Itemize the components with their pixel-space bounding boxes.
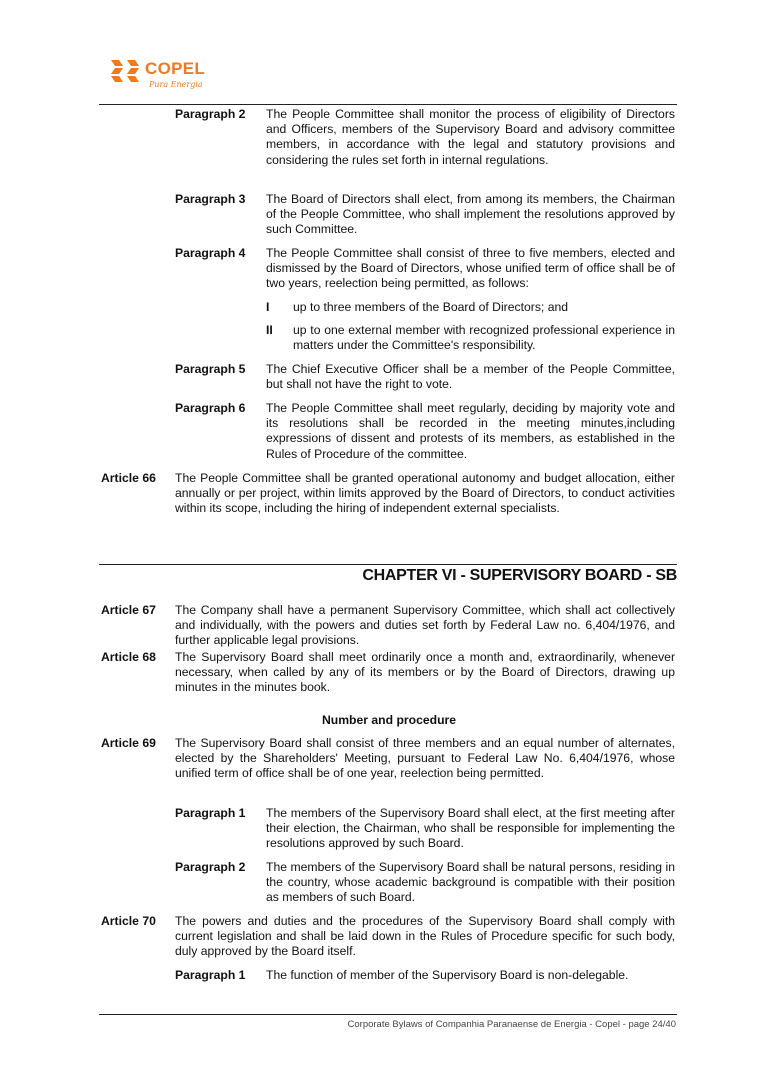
paragraph-6-label: Paragraph 6: [175, 401, 246, 415]
chapter-rule: [99, 564, 677, 565]
paragraph-4-label: Paragraph 4: [175, 246, 246, 260]
article-70-text: The powers and duties and the procedures of the Supervisory Board shall comply with current legislation and shall be laid down in the Rules of Procedure specific for such body, duly approved by the Board itself.: [175, 914, 675, 959]
section-subheading: Number and procedure: [321, 713, 457, 727]
article-69-paragraph-2-text: The members of the Supervisory Board shall be natural persons, residing in the country, whose academic background is compatible with their position as members of such Board.: [266, 860, 675, 905]
article-68-text: The Supervisory Board shall meet ordinarily once a month and, extraordinarily, whenever necessary, when called by any of its members or by the Board of Directors, drawing up minutes in the minutes book.: [175, 650, 675, 695]
item-ii-text: up to one external member with recognized professional experience in matters under the Committee's responsibility.: [293, 323, 675, 353]
article-66-label: Article 66: [101, 471, 156, 485]
article-70-paragraph-1-text: The function of member of the Supervisory Board is non-delegable.: [266, 968, 629, 982]
article-67-text: The Company shall have a permanent Supervisory Committee, which shall act collectively and individually, with the powers and duties set forth by Federal Law no. 6,404/1976, and further applicable legal provisions.: [175, 603, 675, 648]
footer-rule: [99, 1014, 677, 1015]
paragraph-6-text: The People Committee shall meet regularly, deciding by majority vote and its resolutions shall be recorded in the meeting minutes,including expressions of dissent and protests of its members, as established in the Rules of Procedure of the committee.: [266, 401, 675, 461]
article-68-label: Article 68: [101, 650, 156, 664]
article-70-label: Article 70: [101, 914, 156, 928]
item-i-text: up to three members of the Board of Directors; and: [293, 300, 569, 314]
logo-tagline: Pura Energia: [149, 80, 203, 89]
paragraph-5-label: Paragraph 5: [175, 362, 246, 376]
paragraph-2-label: Paragraph 2: [175, 107, 246, 121]
chapter-title: CHAPTER VI - SUPERVISORY BOARD - SB: [362, 567, 677, 584]
article-67-label: Article 67: [101, 603, 156, 617]
article-69-label: Article 69: [101, 736, 156, 750]
paragraph-4-text: The People Committee shall consist of three to five members, elected and dismissed by the Board of Directors, whose unified term of office shall be of two years, reelection being permitted, as follows:: [266, 246, 675, 291]
paragraph-3-label: Paragraph 3: [175, 192, 246, 206]
paragraph-2-text: The People Committee shall monitor the process of eligibility of Directors and Officers, members of the Supervisory Board and advisory committee members, in accordance with the legal and statutory provisions and considering the rules set forth in internal regulations.: [266, 107, 675, 167]
article-69-paragraph-2-label: Paragraph 2: [175, 860, 246, 874]
header-rule: [99, 104, 677, 105]
page-footer: Corporate Bylaws of Companhia Paranaense de Energia - Copel - page 24/40: [347, 1019, 676, 1030]
article-66-text: The People Committee shall be granted operational autonomy and budget allocation, either annually or per project, within limits approved by the Board of Directors, to conduct activities within its scope, including the hiring of independent external specialists.: [175, 471, 675, 516]
article-69-text: The Supervisory Board shall consist of three members and an equal number of alternates, elected by the Shareholders' Meeting, pursuant to Federal Law No. 6,404/1976, whose unified term of office shall be of one year, reelection being permitted.: [175, 736, 675, 781]
article-69-paragraph-1-label: Paragraph 1: [175, 806, 246, 820]
article-69-paragraph-1-text: The members of the Supervisory Board shall elect, at the first meeting after their election, the Chairman, who shall be responsible for implementing the resolutions approved by such Board.: [266, 806, 675, 851]
paragraph-5-text: The Chief Executive Officer shall be a member of the People Committee, but shall not have the right to vote.: [266, 362, 675, 392]
copel-logo: [109, 54, 229, 94]
paragraph-3-text: The Board of Directors shall elect, from among its members, the Chairman of the People Committee, who shall implement the resolutions approved by such Committee.: [266, 192, 675, 237]
copel-logo-icon: [109, 56, 141, 88]
article-70-paragraph-1-label: Paragraph 1: [175, 968, 246, 982]
item-ii-label: II: [266, 323, 273, 337]
item-i-label: I: [266, 300, 270, 314]
logo-wordmark: COPEL: [145, 59, 206, 78]
